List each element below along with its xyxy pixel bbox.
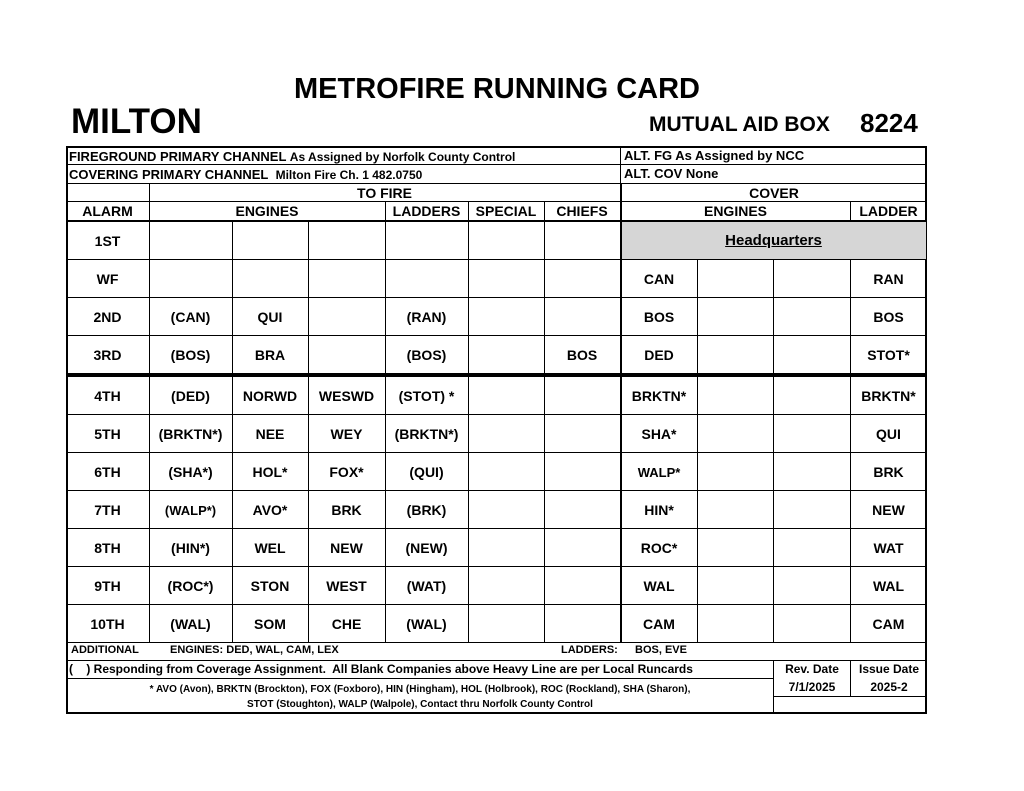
cover-engine-cell: ROC* <box>640 540 678 556</box>
engine-cell: NEW <box>330 540 363 556</box>
alarm-cell: 7TH <box>94 502 121 518</box>
alt-fireground: ALT. FG As Assigned by NCC <box>624 148 805 163</box>
engine-cell: (WALP*) <box>164 503 217 518</box>
engine-cell: (CAN) <box>170 309 211 325</box>
ladder-cell: (BRK) <box>406 502 447 518</box>
cover-engine-cell: CAM <box>643 616 675 632</box>
legend-line-2: STOT (Stoughton), WALP (Walpole), Contact thru Norfolk County Control <box>247 699 593 710</box>
alarm-cell: 5TH <box>94 426 121 442</box>
cover-engine-cell: CAN <box>643 271 675 287</box>
alarm-cell: 4TH <box>94 388 121 404</box>
cover-ladder-cell: WAL <box>872 578 905 594</box>
ladder-cell: (BOS) <box>406 347 447 363</box>
engine-cell: STON <box>250 578 290 594</box>
cover-ladder-cell: NEW <box>872 502 905 518</box>
alarm-cell: 2ND <box>93 309 122 325</box>
engine-cell: (BOS) <box>170 347 211 363</box>
alarm-cell: 6TH <box>94 464 121 480</box>
engine-cell: (HIN*) <box>171 540 210 556</box>
engine-cell: CHE <box>331 616 362 632</box>
engine-cell: WEY <box>330 426 363 442</box>
engines-header: ENGINES <box>235 203 299 219</box>
alarm-cell: 1ST <box>94 233 121 249</box>
chief-cell: BOS <box>566 347 598 363</box>
coverage-note: ( ) Responding from Coverage Assignment. All Blank Companies above Heavy Line are per Local Runcards <box>69 662 693 676</box>
engine-cell: FOX* <box>329 464 364 480</box>
engine-cell: QUI <box>257 309 283 325</box>
additional-ladders: BOS, EVE <box>635 644 687 656</box>
card-title: METROFIRE RUNNING CARD <box>294 73 700 105</box>
ladder-cell: (BRKTN*) <box>394 426 459 442</box>
box-label: MUTUAL AID BOX <box>649 113 830 136</box>
special-header: SPECIAL <box>475 203 537 219</box>
engine-cell: WESWD <box>318 388 375 404</box>
issue-date: 2025-2 <box>870 680 908 694</box>
cover-engine-cell: SHA* <box>641 426 677 442</box>
rev-date-label: Rev. Date <box>785 662 839 676</box>
ladder-cell: (STOT) * <box>398 388 455 404</box>
alarm-cell: 10TH <box>90 616 125 632</box>
additional-ladders-label: LADDERS: <box>561 644 618 656</box>
chiefs-header: CHIEFS <box>556 203 608 219</box>
cover-ladder-cell: BRK <box>873 464 904 480</box>
ladder-cell: (WAT) <box>406 578 447 594</box>
ladder-cell: (RAN) <box>406 309 447 325</box>
additional-label: ADDITIONAL <box>71 644 139 656</box>
covering-channel: COVERING PRIMARY CHANNEL Milton Fire Ch. 1 482.0750 <box>69 167 423 182</box>
cover-engine-cell: BRKTN* <box>631 388 687 404</box>
ladders-header: LADDERS <box>392 203 461 219</box>
fireground-channel: FIREGROUND PRIMARY CHANNEL As Assigned by Norfolk County Control <box>69 149 516 164</box>
rev-date: 7/1/2025 <box>788 680 836 694</box>
cover-engine-cell: WAL <box>643 578 675 594</box>
cover-engines-header: ENGINES <box>703 203 767 219</box>
cover-ladder-cell: BOS <box>873 309 904 325</box>
box-number: 8224 <box>860 108 918 138</box>
to-fire-header: TO FIRE <box>357 185 412 201</box>
cover-engine-cell: WALP* <box>637 465 681 480</box>
cover-ladder-cell: STOT* <box>867 347 910 363</box>
town-name: MILTON <box>71 102 202 141</box>
engine-cell: (DED) <box>171 388 210 404</box>
cover-ladder-cell: WAT <box>873 540 904 556</box>
cover-engine-cell: HIN* <box>644 502 674 518</box>
alarm-cell: 3RD <box>93 347 122 363</box>
cover-engine-cell: BOS <box>643 309 675 325</box>
engine-cell: WEL <box>254 540 286 556</box>
legend-line-1: * AVO (Avon), BRKTN (Brockton), FOX (Foxboro), HIN (Hingham), HOL (Holbrook), ROC (Rockland), SHA (Sharon), <box>149 684 691 695</box>
headquarters-label: Headquarters <box>725 232 822 249</box>
engine-cell: (SHA*) <box>168 464 213 480</box>
engine-cell: AVO* <box>252 502 288 518</box>
engine-cell: NORWD <box>242 388 298 404</box>
engine-cell: NEE <box>255 426 285 442</box>
engine-cell: SOM <box>254 616 286 632</box>
ladder-cell: (WAL) <box>406 616 447 632</box>
engine-cell: BRA <box>254 347 286 363</box>
engine-cell: (ROC*) <box>167 578 214 594</box>
ladder-cell: (QUI) <box>409 464 444 480</box>
alarm-cell: 9TH <box>94 578 121 594</box>
alarm-cell: 8TH <box>94 540 121 556</box>
alt-covering: ALT. COV None <box>624 166 719 181</box>
engine-cell: (WAL) <box>170 616 211 632</box>
cover-ladder-cell: RAN <box>873 271 904 287</box>
cover-ladder-cell: CAM <box>872 616 905 632</box>
alarm-header: ALARM <box>82 203 133 219</box>
engine-cell: HOL* <box>252 464 288 480</box>
engine-cell: WEST <box>326 578 367 594</box>
cover-engine-cell: DED <box>644 347 674 363</box>
heavy-line <box>66 373 927 377</box>
engine-cell: (BRKTN*) <box>158 426 223 442</box>
cover-ladder-cell: QUI <box>876 426 901 442</box>
engine-cell: BRK <box>331 502 362 518</box>
ladder-cell: (NEW) <box>405 540 448 556</box>
additional-engines: ENGINES: DED, WAL, CAM, LEX <box>170 644 339 656</box>
cover-header: COVER <box>749 185 799 201</box>
alarm-cell: WF <box>96 271 119 287</box>
cover-ladder-cell: BRKTN* <box>861 388 916 404</box>
issue-date-label: Issue Date <box>858 662 920 676</box>
cover-ladder-header: LADDER <box>859 203 918 219</box>
